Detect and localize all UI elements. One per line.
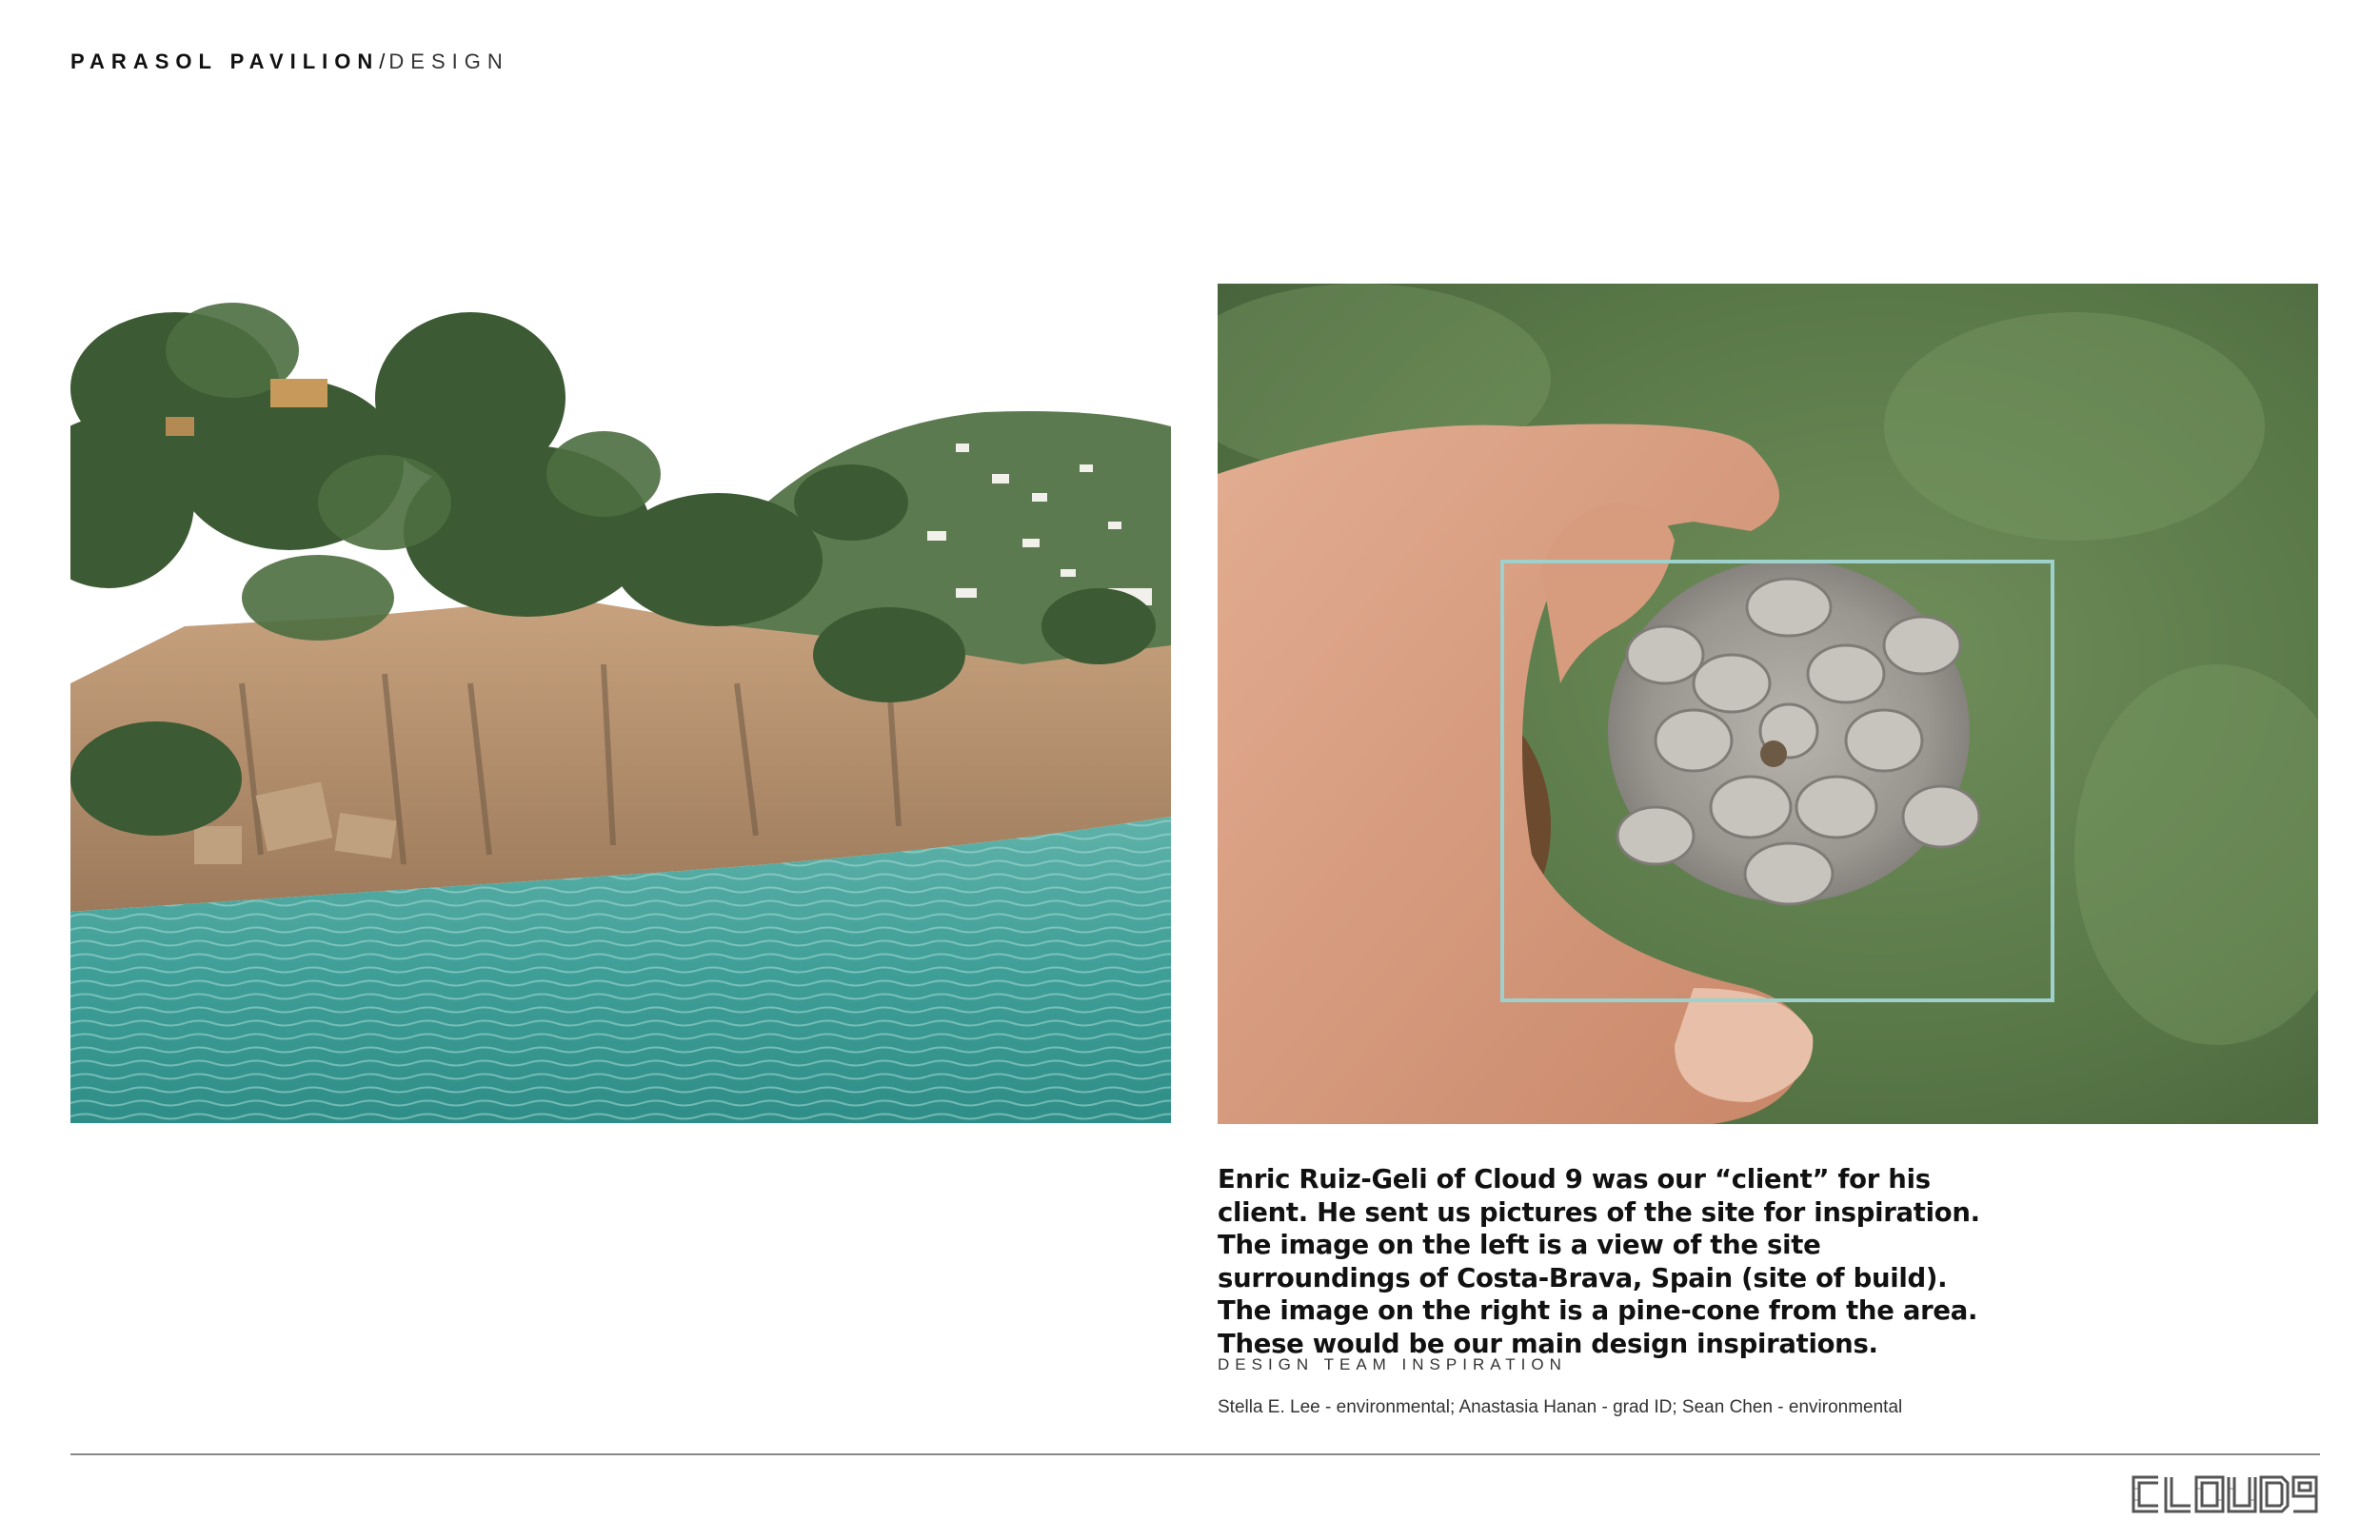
cloud9-logo-icon	[2130, 1473, 2320, 1515]
project-title: PARASOL PAVILION	[70, 49, 380, 73]
header-separator: /	[379, 49, 389, 73]
team-members: Stella E. Lee - environmental; Anastasia Hanan - grad ID; Sean Chen - environmental	[1218, 1397, 1903, 1417]
inspiration-caption: Enric Ruiz-Geli of Cloud 9 was our “client” for his client. He sent us pictures of the site for inspiration. The image on the left is a view of the site surroundings of Costa-Brava, Spain (site of build). The image on the right is a pine-cone from the area. These would be our main design inspirations.	[1218, 1164, 1980, 1359]
page-header	[70, 48, 509, 76]
team-heading: DESIGN TEAM INSPIRATION	[1218, 1355, 1567, 1373]
pinecone-hand-photo	[1218, 284, 2318, 1124]
section-title: DESIGN	[388, 49, 509, 73]
coastline-photo-icon	[70, 284, 1171, 1123]
footer-divider	[70, 1453, 2320, 1455]
coastline-photo	[70, 284, 1171, 1123]
pinecone-hand-photo-icon	[1218, 284, 2318, 1124]
cloud9-logo	[2130, 1473, 2320, 1515]
